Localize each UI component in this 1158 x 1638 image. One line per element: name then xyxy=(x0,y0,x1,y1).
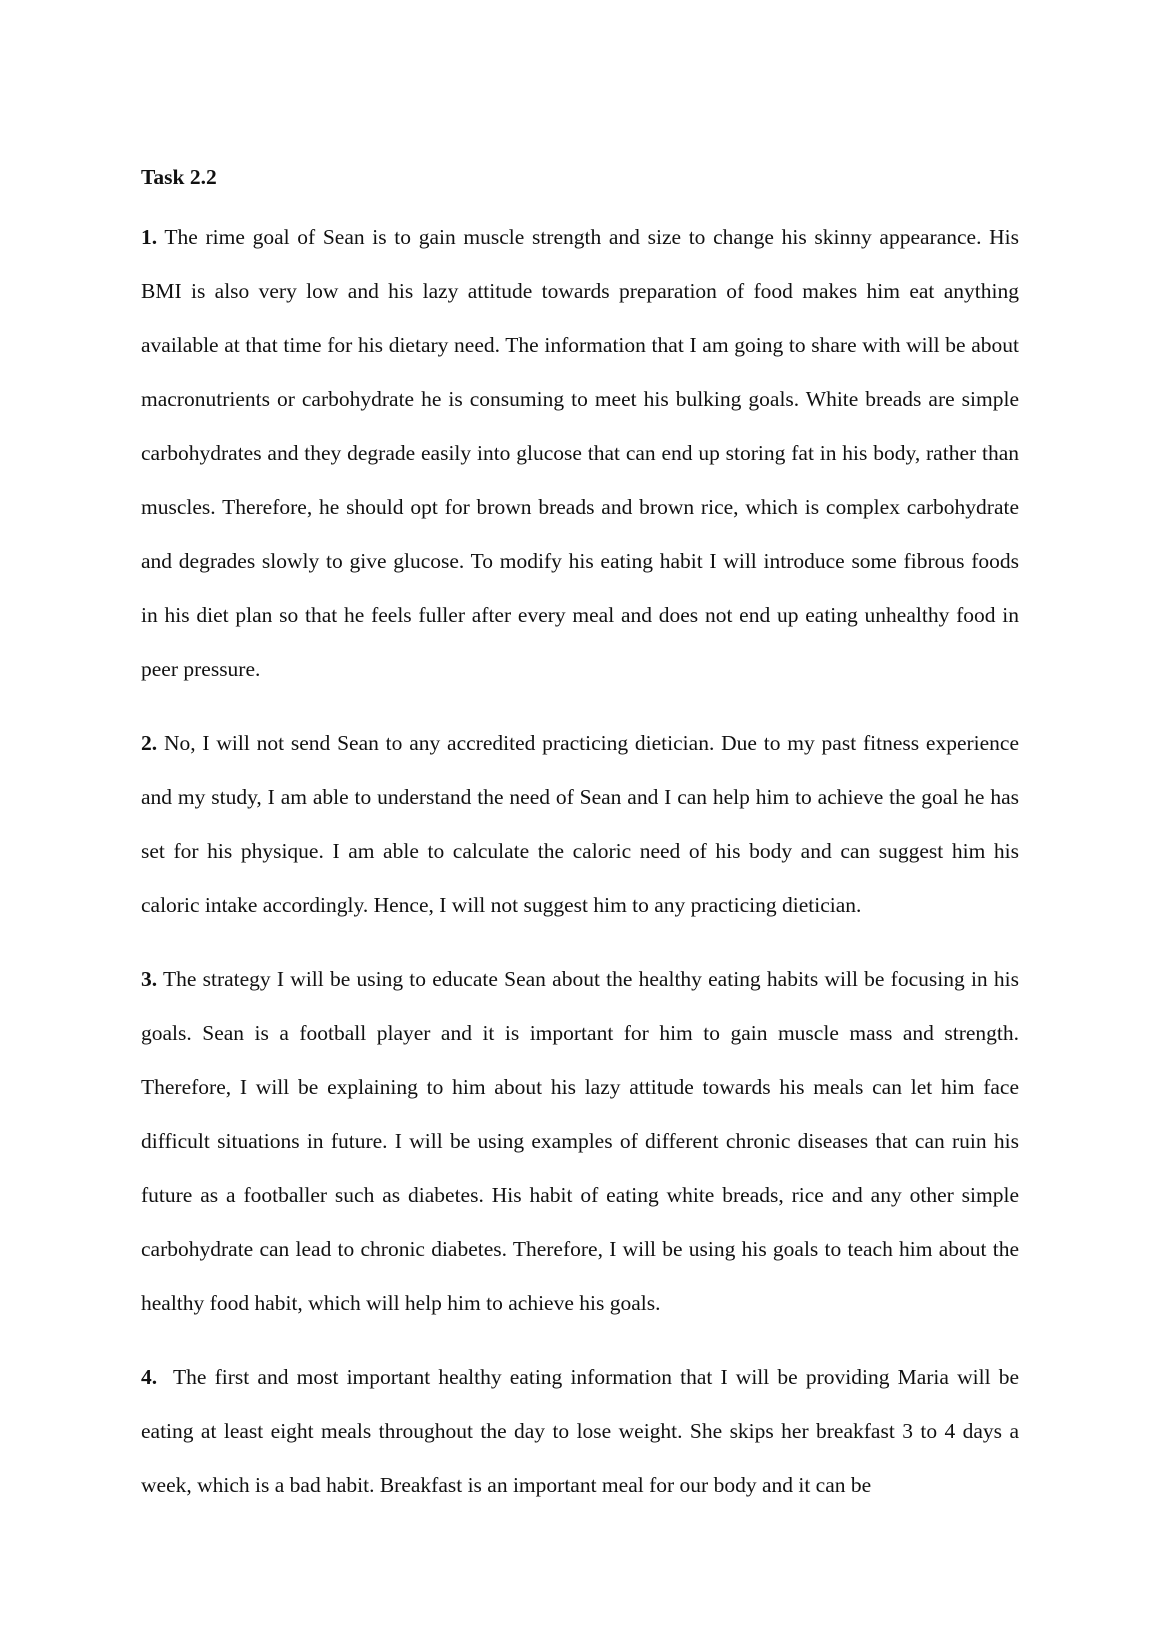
paragraph-number: 1. xyxy=(141,225,158,249)
paragraph-number: 2. xyxy=(141,731,158,755)
paragraph-text: The strategy I will be using to educate Sean about the healthy eating habits will be focusing in his goals. Sean is a football player and it is important for him to gain muscle mass and strength. Therefore, I will be explaining to him about his lazy attitude towards his meals can let him face difficult situations in future. I will be using examples of different chronic diseases that can ruin his future as a footballer such as diabetes. His habit of eating white breads, rice and any other simple carbohydrate can lead to chronic diabetes. Therefore, I will be using his goals to teach him about the healthy food habit, which will help him to achieve his goals. xyxy=(141,967,1019,1315)
task-heading: Task 2.2 xyxy=(141,165,217,189)
paragraph-1 xyxy=(141,210,1019,696)
paragraph-2 xyxy=(141,716,1019,932)
paragraph-text: The first and most important healthy eating information that I will be providing Maria will be eating at least eight meals throughout the day to lose weight. She skips her breakfast 3 to 4 days a week, which is a bad habit. Breakfast is an important meal for our body and it can be xyxy=(141,1365,1019,1497)
paragraph-number: 4. xyxy=(141,1365,158,1389)
paragraph-4 xyxy=(141,1350,1019,1512)
paragraph-text: The rime goal of Sean is to gain muscle strength and size to change his skinny appearance. His BMI is also very low and his lazy attitude towards preparation of food makes him eat anything available at that time for his dietary need. The information that I am going to share with will be about macronutrients or carbohydrate he is consuming to meet his bulking goals. White breads are simple carbohydrates and they degrade easily into glucose that can end up storing fat in his body, rather than muscles. Therefore, he should opt for brown breads and brown rice, which is complex carbohydrate and degrades slowly to give glucose. To modify his eating habit I will introduce some fibrous foods in his diet plan so that he feels fuller after every meal and does not end up eating unhealthy food in peer pressure. xyxy=(141,225,1019,681)
paragraph-3 xyxy=(141,952,1019,1330)
paragraph-number: 3. xyxy=(141,967,158,991)
paragraph-text: No, I will not send Sean to any accredited practicing dietician. Due to my past fitness experience and my study, I am able to understand the need of Sean and I can help him to achieve the goal he has set for his physique. I am able to calculate the caloric need of his body and can suggest him his caloric intake accordingly. Hence, I will not suggest him to any practicing dietician. xyxy=(141,731,1019,917)
document-body xyxy=(141,158,1019,1532)
